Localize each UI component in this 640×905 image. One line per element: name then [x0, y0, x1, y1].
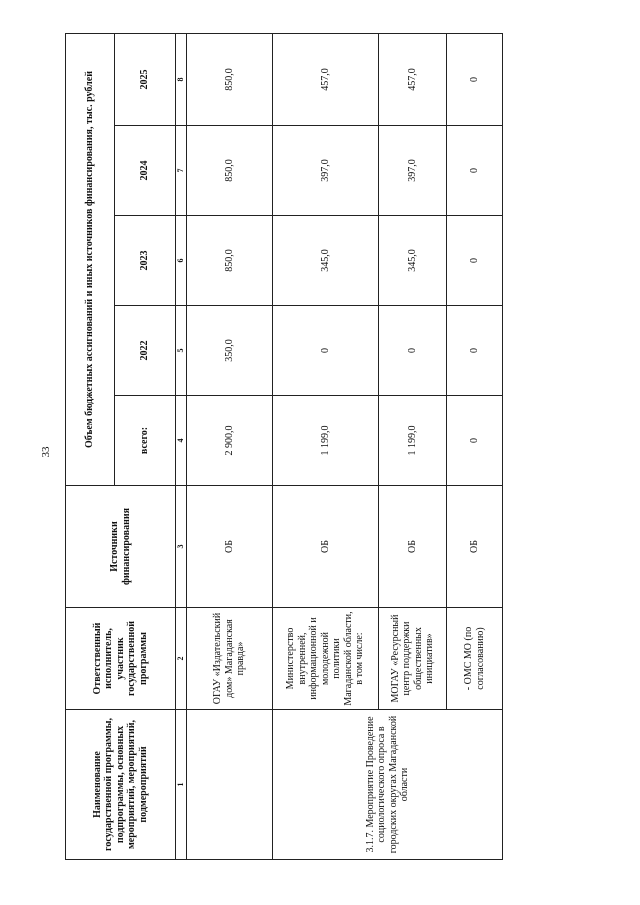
header-year-2023: 2023 [115, 216, 176, 306]
event-name-cell: 3.1.7. Мероприятие Проведение социологического опроса в городских округах Магаданской области [273, 710, 503, 860]
value-total: 1 199,0 [273, 396, 379, 486]
empty-name-cell [187, 710, 273, 860]
source-cell: ОБ [273, 486, 379, 608]
value-2022: 350,0 [187, 306, 273, 396]
column-number: 7 [176, 126, 187, 216]
value-2024: 397,0 [273, 126, 379, 216]
value-2025: 457,0 [379, 34, 447, 126]
financing-table-wrapper [65, 34, 490, 860]
column-number: 2 [176, 608, 187, 710]
table-row [273, 34, 379, 860]
value-2025: 0 [447, 34, 503, 126]
value-2022: 0 [379, 306, 447, 396]
column-number: 4 [176, 396, 187, 486]
value-2023: 850,0 [187, 216, 273, 306]
header-row-1 [66, 34, 115, 860]
column-number-row [176, 34, 187, 860]
value-2022: 0 [273, 306, 379, 396]
value-2025: 457,0 [273, 34, 379, 126]
value-2022: 0 [447, 306, 503, 396]
value-2024: 850,0 [187, 126, 273, 216]
column-number: 1 [176, 710, 187, 860]
column-number: 3 [176, 486, 187, 608]
executor-cell: Министерство внутренней, информационной и молодежной политики Магаданской области, в том числе: [273, 608, 379, 710]
header-executor: Ответственный исполнитель, участник государственной программы [66, 608, 176, 710]
value-2023: 0 [447, 216, 503, 306]
header-year-total: всего: [115, 396, 176, 486]
page-number: 33 [40, 446, 52, 458]
value-2024: 0 [447, 126, 503, 216]
value-total: 0 [447, 396, 503, 486]
executor-cell: МОГАУ «Ресурсный центр поддержки общественных инициатив» [379, 608, 447, 710]
value-2023: 345,0 [379, 216, 447, 306]
value-2024: 397,0 [379, 126, 447, 216]
executor-cell: - ОМС МО (по согласованию) [447, 608, 503, 710]
header-financing-group: Объем бюджетных ассигнований и иных источников финансирования, тыс. рублей [66, 34, 115, 486]
executor-cell: ОГАУ «Издательский дом» Магаданская правда» [187, 608, 273, 710]
column-number: 6 [176, 216, 187, 306]
table-row [187, 34, 273, 860]
column-number: 5 [176, 306, 187, 396]
header-name: Наименование государственной программы, подпрограммы, основных мероприятий, мероприятий, подмероприятий [66, 710, 176, 860]
header-year-2024: 2024 [115, 126, 176, 216]
value-2023: 345,0 [273, 216, 379, 306]
value-total: 2 900,0 [187, 396, 273, 486]
source-cell: ОБ [447, 486, 503, 608]
header-year-2022: 2022 [115, 306, 176, 396]
source-cell: ОБ [379, 486, 447, 608]
header-source: Источники финансирования [66, 486, 176, 608]
column-number: 8 [176, 34, 187, 126]
value-2025: 850,0 [187, 34, 273, 126]
header-year-2025: 2025 [115, 34, 176, 126]
source-cell: ОБ [187, 486, 273, 608]
financing-table [65, 33, 503, 860]
value-total: 1 199,0 [379, 396, 447, 486]
